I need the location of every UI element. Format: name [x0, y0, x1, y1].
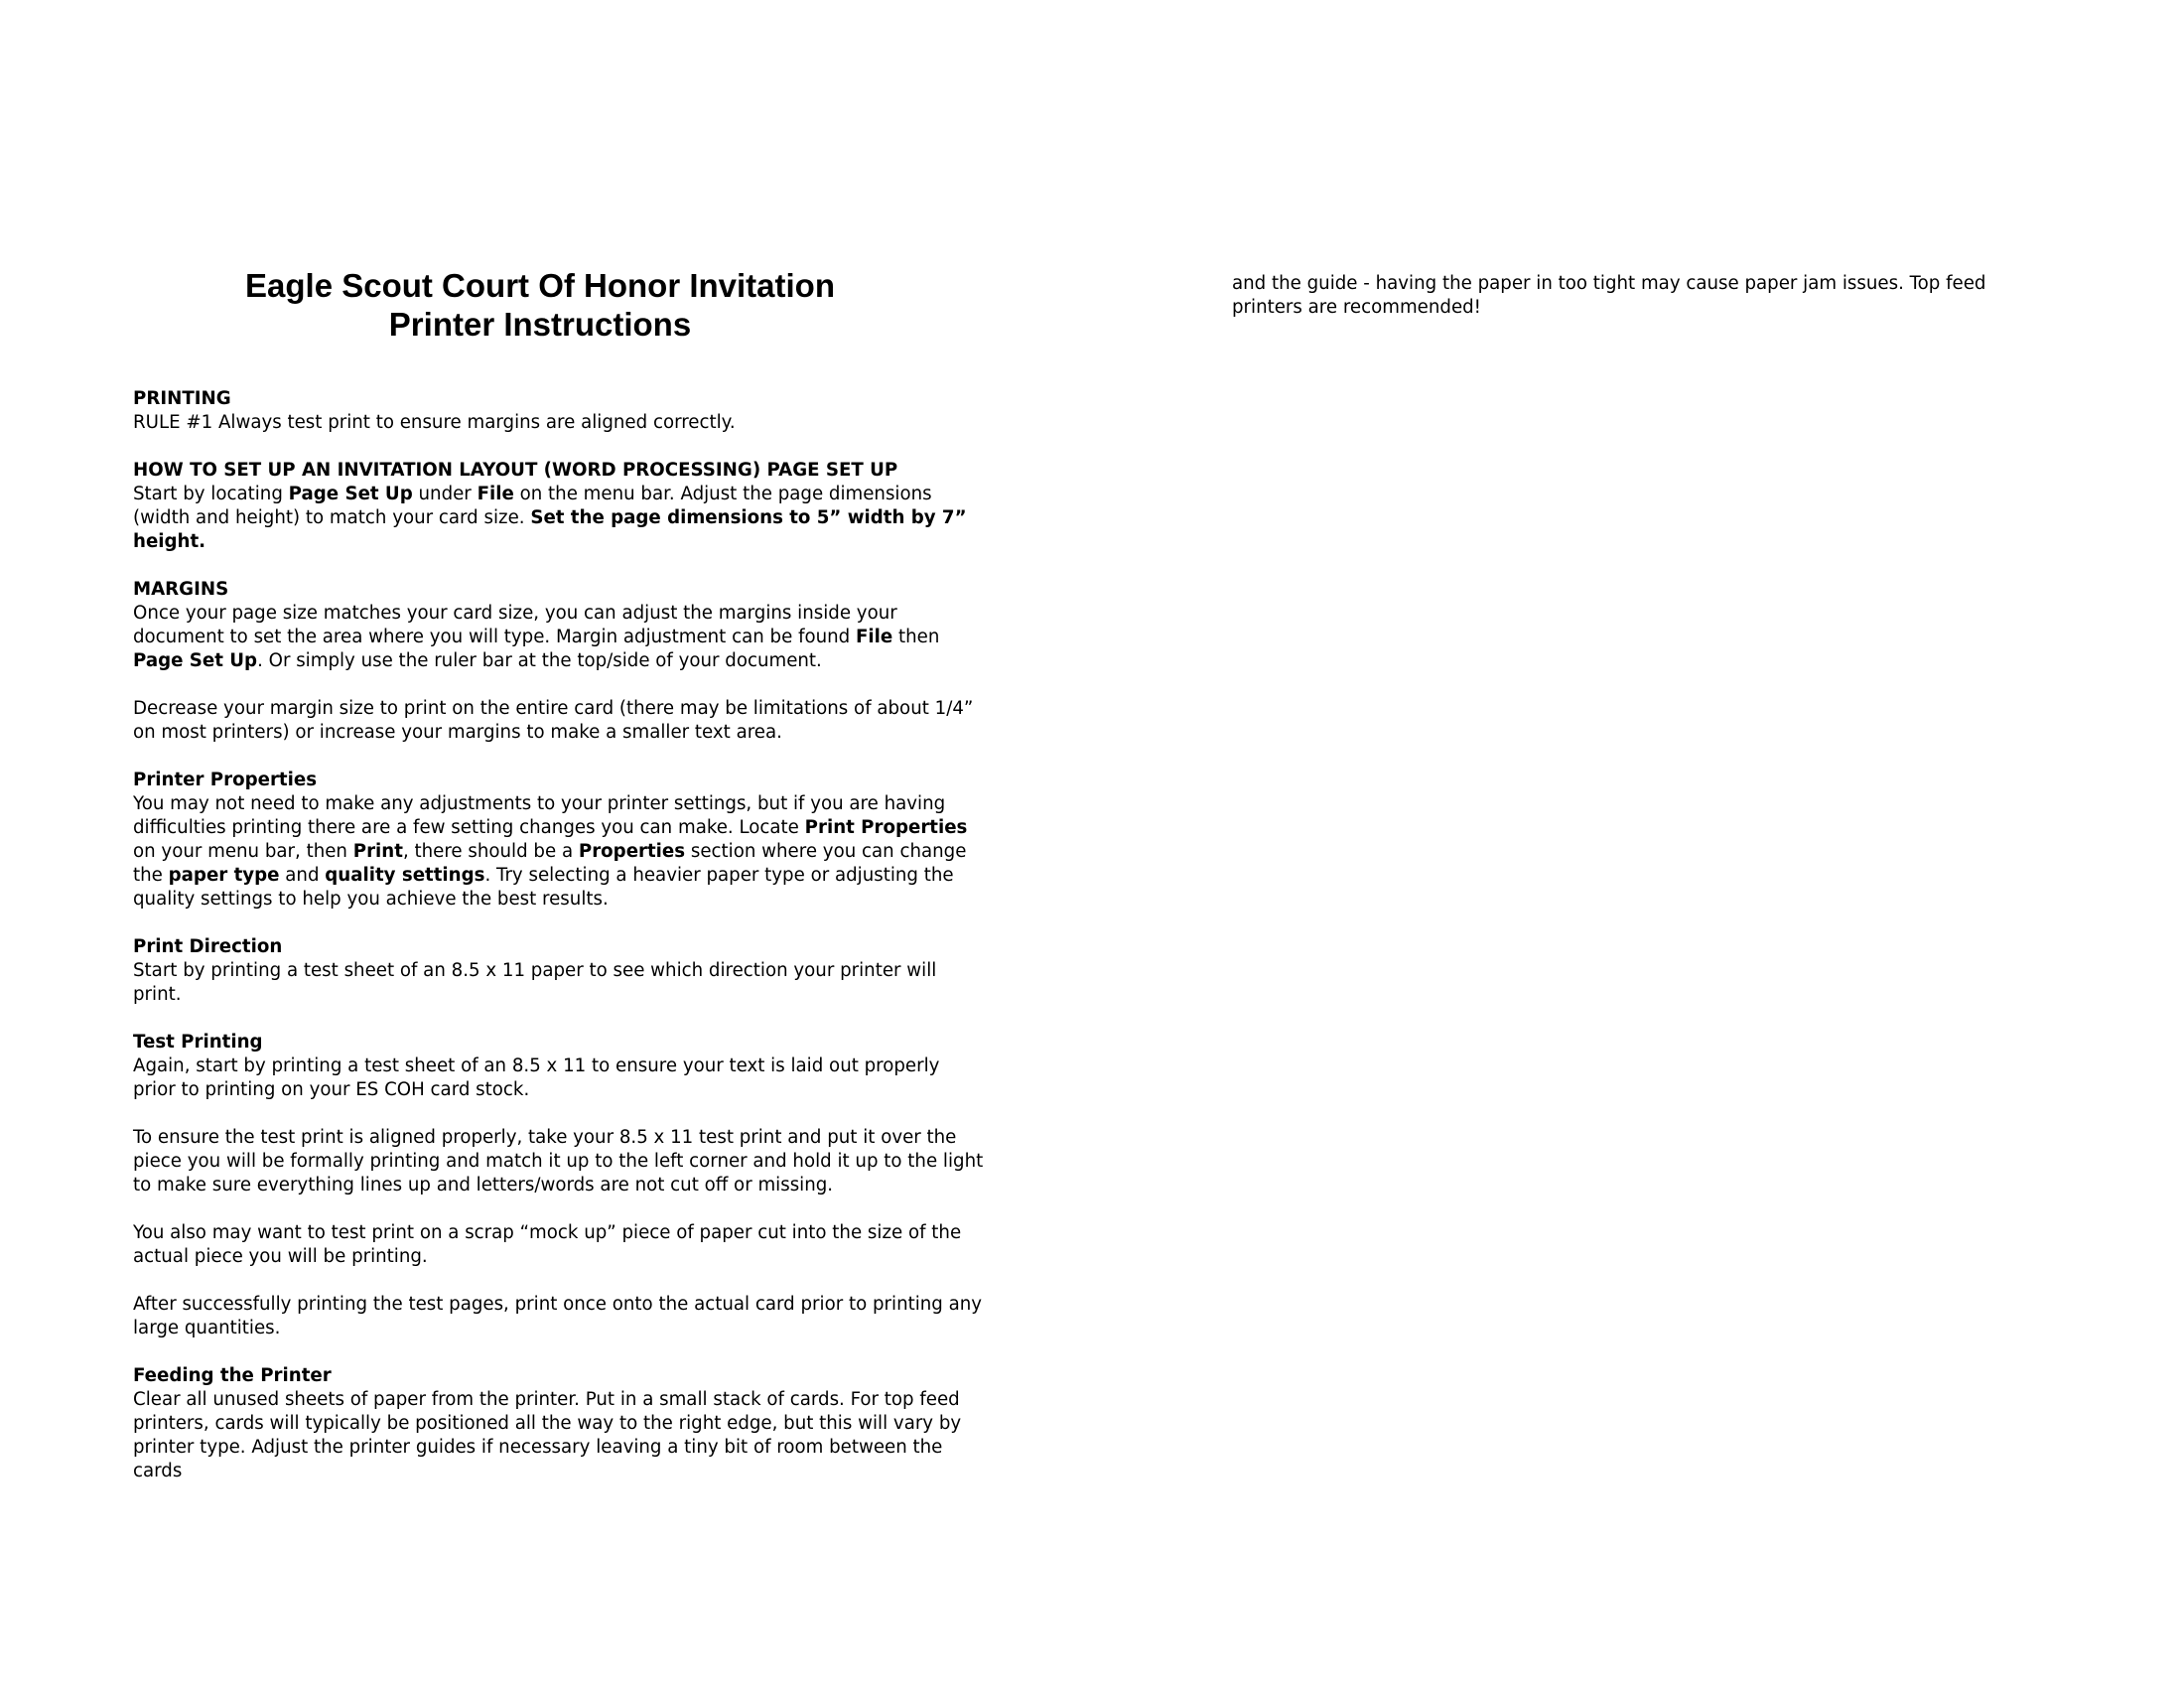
emphasis-text: Page Set Up — [133, 650, 258, 671]
section-body: Again, start by printing a test sheet of an 8.5 x 11 to ensure your text is laid out properly prior to printing on your ES COH card stock. — [133, 1055, 940, 1100]
section-page-setup — [133, 459, 987, 554]
body-text: and — [279, 865, 326, 886]
body-text: Start by locating — [133, 484, 289, 504]
section-printer-properties — [133, 769, 987, 912]
section-printing — [133, 387, 987, 435]
title-line-2: Printer Instructions — [388, 306, 692, 343]
title-line-1: Eagle Scout Court Of Honor Invitation — [245, 267, 835, 304]
section-feeding-printer — [133, 1364, 987, 1483]
emphasis-text: paper type — [168, 865, 280, 886]
right-column — [1232, 272, 2056, 320]
emphasis-text: Properties — [578, 841, 686, 862]
document-title — [133, 266, 947, 344]
section-heading: Test Printing — [133, 1032, 263, 1053]
emphasis-text: Page Set Up — [288, 484, 413, 504]
section-heading: Print Direction — [133, 936, 283, 957]
body-text: on your menu bar, then — [133, 841, 353, 862]
body-text: under — [412, 484, 478, 504]
test-printing-paragraph-3: You also may want to test print on a scrap “mock up” piece of paper cut into the size of the actual piece you will be printing. — [133, 1222, 962, 1267]
test-printing-paragraph-4: After successfully printing the test pages, print once onto the actual card prior to printing any large quantities. — [133, 1294, 983, 1338]
feeding-continued-text: and the guide - having the paper in too tight may cause paper jam issues. Top feed printers are recommended! — [1232, 273, 1986, 318]
body-text: on the menu bar. Adjust the page dimensions (width and height) to match your card size. — [133, 484, 932, 528]
body-text: You may not need to make any adjustments to your printer settings, but if you are having difficulties printing there are a few setting changes you can make. Locate — [133, 793, 946, 838]
emphasis-text: Set the page dimensions to 5” width by 7” height. — [133, 507, 967, 552]
section-heading: Feeding the Printer — [133, 1365, 332, 1386]
section-heading: PRINTING — [133, 388, 231, 409]
body-text: Once your page size matches your card size, you can adjust the margins inside your document to set the area where you will type. Margin adjustment can be found — [133, 603, 897, 647]
body-text: . Try selecting a heavier paper type or adjusting the quality settings to help you achieve the best results. — [133, 865, 954, 910]
section-test-printing — [133, 1031, 987, 1102]
left-column — [133, 387, 987, 1507]
section-heading: Printer Properties — [133, 770, 318, 790]
margins-paragraph-2: Decrease your margin size to print on the entire card (there may be limitations of about 1/4” on most printers) or increase your margins to make a smaller text area. — [133, 698, 974, 743]
section-heading: MARGINS — [133, 579, 229, 600]
emphasis-text: File — [855, 627, 893, 647]
body-text: section where you can change the — [133, 841, 967, 886]
section-body: Clear all unused sheets of paper from the printer. Put in a small stack of cards. For top feed printers, cards will typically be positioned all the way to the right edge, but this will vary by printer type. Adjust the printer guides if necessary leaving a tiny bit of room between the cards — [133, 1389, 962, 1481]
section-margins — [133, 578, 987, 673]
section-body: Start by printing a test sheet of an 8.5 x 11 paper to see which direction your printer will print. — [133, 960, 937, 1005]
test-printing-paragraph-2: To ensure the test print is aligned properly, take your 8.5 x 11 test print and put it over the piece you will be formally printing and match it up to the left corner and hold it up to the light to make sure everything lines up and letters/words are not cut off or missing. — [133, 1127, 984, 1196]
emphasis-text: Print Properties — [804, 817, 968, 838]
emphasis-text: Print — [352, 841, 403, 862]
body-text: then — [892, 627, 940, 647]
emphasis-text: File — [477, 484, 514, 504]
body-text: , there should be a — [402, 841, 579, 862]
body-text: . Or simply use the ruler bar at the top/side of your document. — [257, 650, 822, 671]
section-heading: HOW TO SET UP AN INVITATION LAYOUT (WORD PROCESSING) PAGE SET UP — [133, 460, 898, 481]
section-print-direction — [133, 935, 987, 1007]
section-body: RULE #1 Always test print to ensure margins are aligned correctly. — [133, 412, 736, 433]
emphasis-text: quality settings — [325, 865, 485, 886]
